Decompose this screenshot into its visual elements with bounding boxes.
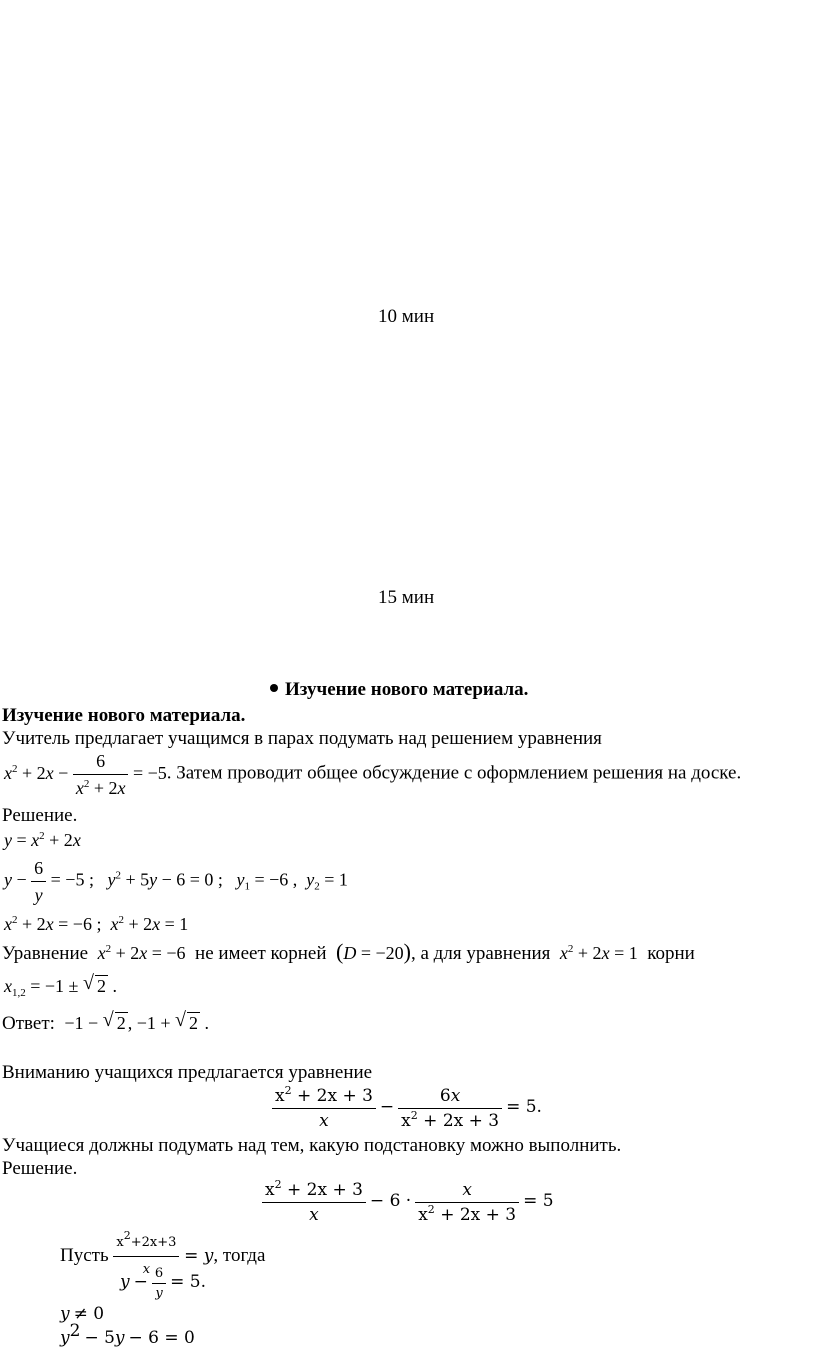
equation-2: $\frac{x^2 + 2x + 3}{x}$ − $\frac{6x}{x^2 + 2x + 3}$ = 5.: [272, 1086, 542, 1131]
roots-formula: $x_{1,2} = -1$ ± √ 2 .: [4, 975, 117, 997]
timer-10-min: 10 мин: [378, 306, 435, 327]
section2-solution-label: Решение.: [2, 1158, 78, 1179]
intro-text: Учитель предлагает учащимся в парах подумать над решением уравнения: [2, 728, 602, 749]
bullet-icon: [270, 684, 278, 692]
section2-think: Учащиеся должны подумать над тем, какую подстановку можно выполнить.: [2, 1135, 622, 1156]
equation-3: $\frac{x^2 + 2x + 3}{x}$ − 6 · $\frac{x}{x^2 + 2x + 3}$ = 5: [262, 1180, 554, 1225]
roots-sentence: Уравнение $x^2 + 2x = -6$ не имеет корней (D = −20), а для уравнения $x^2 + 2x = 1$ корни: [2, 939, 695, 964]
solution-label: Решение.: [2, 805, 78, 826]
after-equation-text: . Затем проводит общее обсуждение с оформлением решения на доске.: [166, 762, 742, 784]
bullet-heading: Изучение нового материала.: [270, 679, 528, 701]
section-heading: Изучение нового материала.: [2, 705, 246, 726]
answer-line: Ответ: −1 − √ 2 , −1 + √ 2 .: [2, 1012, 209, 1035]
transformed-equations: y − $\frac{6}{y}$ = −5 ; $y^2 + 5y - 6 = 0$ ; $y_1 = -6$ , $y_2 = 1$: [4, 858, 348, 905]
back-substitution: $x^2 + 2x = -6$ ; $x^2 + 2x = 1$: [4, 914, 189, 934]
y-not-zero: y ≠ 0: [60, 1304, 105, 1324]
timer-15-min: 15 мин: [378, 587, 435, 608]
equation-1: $x^2 + 2x$ − $\frac{6}{x^2 + 2x}$ = −5: [4, 751, 167, 798]
equation-y: y − $\frac{6}{y}$ = 5.: [120, 1266, 207, 1301]
let-line: Пусть $\frac{x^2+2x+3}{x}$ = y, тогда: [60, 1232, 265, 1281]
quadratic-y: $y^2 - 5y - 6 = 0$: [60, 1321, 195, 1348]
equation-1-line: [4, 750, 741, 799]
section2-intro: Вниманию учащихся предлагается уравнение: [2, 1062, 373, 1083]
substitution-line: $y = x^2 + 2x$: [4, 830, 81, 850]
